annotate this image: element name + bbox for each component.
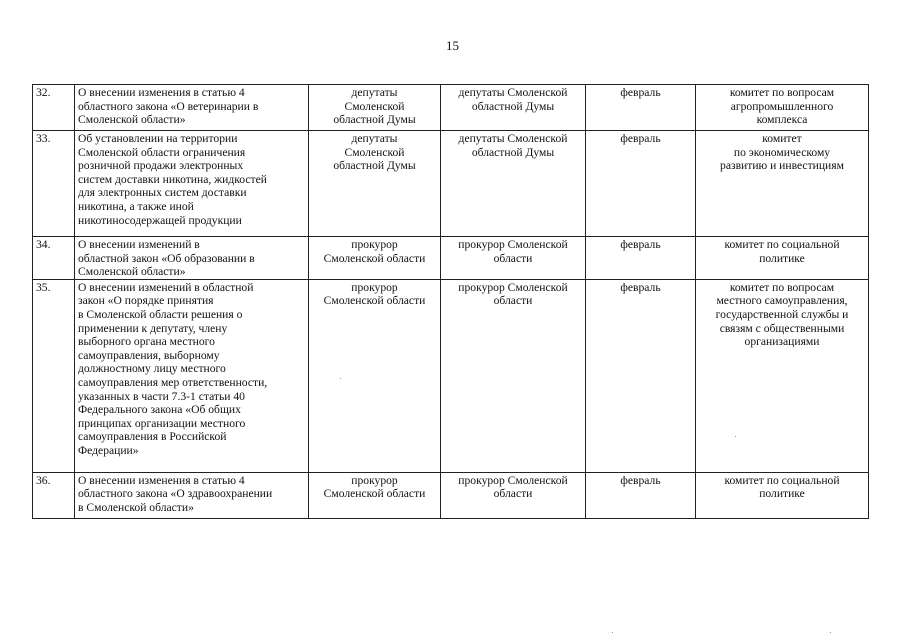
initiator-cell: прокурор Смоленской области	[309, 472, 441, 518]
initiator-cell: депутаты Смоленской областной Думы	[309, 131, 441, 237]
bill-title: О внесении изменений в областной закон «Об образовании в Смоленской области»	[75, 237, 309, 280]
row-number: 32.	[33, 85, 75, 131]
committee-cell: комитет по вопросам агропромышленного комплекса	[696, 85, 869, 131]
committee-cell: комитет по вопросам местного самоуправления, государственной службы и связям с общественными организациями	[696, 279, 869, 472]
deadline-cell: февраль	[586, 85, 696, 131]
row-number: 33.	[33, 131, 75, 237]
row-number: 36.	[33, 472, 75, 518]
row-number: 35.	[33, 279, 75, 472]
bill-title: О внесении изменений в областной закон «О порядке принятия в Смоленской области решения о применении к депутату, члену выборного органа местного самоуправления, выборному должностному лицу местного самоуправления мер ответственности, указанных в части 7.3-1 статьи 40 Федерального закона «Об общих принципах организации местного самоуправления в Российской Федерации»	[75, 279, 309, 472]
deadline-cell: февраль	[586, 131, 696, 237]
developer-cell: прокурор Смоленской области	[441, 472, 586, 518]
bill-title: О внесении изменения в статью 4 областного закона «О ветеринарии в Смоленской области»	[75, 85, 309, 131]
scan-speck	[612, 632, 613, 633]
scan-speck	[830, 632, 831, 633]
developer-cell: депутаты Смоленской областной Думы	[441, 85, 586, 131]
deadline-cell: февраль	[586, 237, 696, 280]
initiator-cell: прокурор Смоленской области	[309, 279, 441, 472]
deadline-cell: февраль	[586, 279, 696, 472]
initiator-cell: прокурор Смоленской области	[309, 237, 441, 280]
table-row	[33, 279, 869, 472]
row-number: 34.	[33, 237, 75, 280]
table-row	[33, 237, 869, 280]
bill-title: О внесении изменения в статью 4 областного закона «О здравоохранении в Смоленской области»	[75, 472, 309, 518]
table-row	[33, 85, 869, 131]
developer-cell: прокурор Смоленской области	[441, 237, 586, 280]
developer-cell: депутаты Смоленской областной Думы	[441, 131, 586, 237]
scan-speck	[735, 436, 736, 437]
initiator-cell: депутаты Смоленской областной Думы	[309, 85, 441, 131]
scan-speck	[340, 378, 341, 379]
deadline-cell: февраль	[586, 472, 696, 518]
developer-cell: прокурор Смоленской области	[441, 279, 586, 472]
committee-cell: комитет по социальной политике	[696, 472, 869, 518]
table-row	[33, 131, 869, 237]
bill-title: Об установлении на территории Смоленской области ограничения розничной продажи электронных систем доставки никотина, жидкостей для электронных систем доставки никотина, а также иной никотиносодержащей продукции	[75, 131, 309, 237]
legislation-plan-table	[32, 84, 869, 519]
table-row	[33, 472, 869, 518]
page-number: 15	[446, 38, 459, 53]
committee-cell: комитет по экономическому развитию и инвестициям	[696, 131, 869, 237]
committee-cell: комитет по социальной политике	[696, 237, 869, 280]
